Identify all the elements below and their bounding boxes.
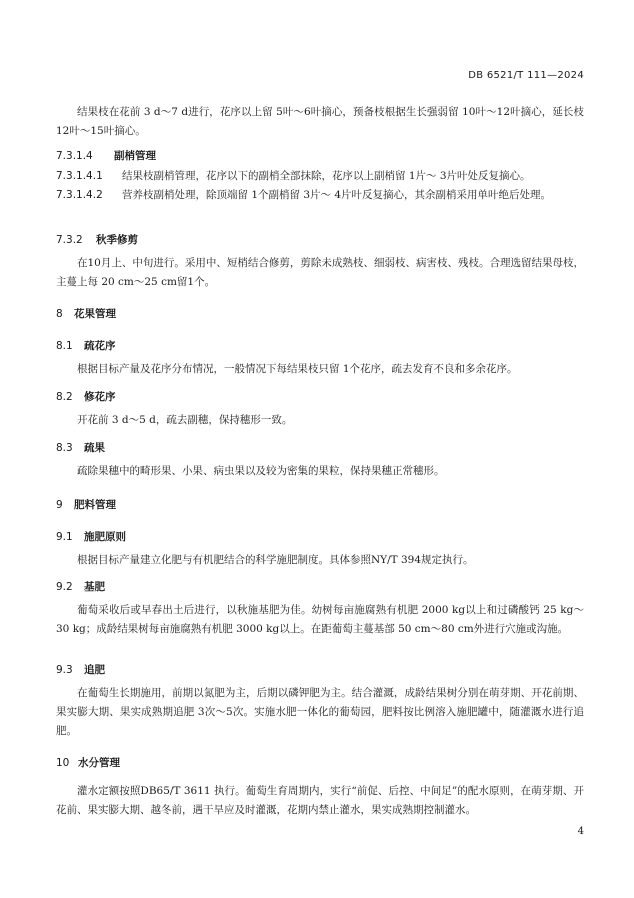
paragraph-8-1: 根据目标产量及花序分布情况，一般情况下每结果枝只留 1个花序，疏去发育不良和多余花序。 <box>77 363 518 375</box>
clause-number: 7.3.1.4.1 <box>56 170 103 182</box>
heading-number: 7.3.2 <box>56 234 83 246</box>
heading-title: 副梢管理 <box>114 150 156 162</box>
heading-number: 8.1 <box>56 340 73 352</box>
heading-title: 肥料管理 <box>74 499 116 511</box>
heading-7-3-1-4 <box>56 148 156 164</box>
heading-number: 7.3.1.4 <box>56 150 93 162</box>
heading-number: 10 <box>56 757 70 769</box>
paragraph-8-3: 疏除果穗中的畸形果、小果、病虫果以及较为密集的果粒，保持果穗正常穗形。 <box>77 465 445 477</box>
heading-8 <box>56 306 116 322</box>
heading-number: 9.3 <box>56 664 73 676</box>
heading-9-3 <box>56 662 105 678</box>
paragraph-8-2: 开花前 3 d～5 d，疏去副穗，保持穗形一致。 <box>77 414 293 426</box>
paragraph-9-3: 在葡萄生长期施用，前期以氮肥为主，后期以磷钾肥为主。结合灌溉，成龄结果树分别在萌芽期、开花前期、果实膨大期、果实成熟期追肥 3次～5次。实施水肥一体化的葡萄园，肥料按比例溶入施肥罐中，随灌溉水进行追肥。 <box>56 687 584 737</box>
paragraph-fruit-branch: 结果枝在花前 3 d～7 d进行，花序以上留 5叶～6叶摘心，预备枝根据生长强弱留 10叶～12叶摘心，延长枝12叶～15叶摘心。 <box>56 106 584 137</box>
heading-7-3-2 <box>56 232 138 248</box>
heading-number: 9.2 <box>56 581 73 593</box>
paragraph-9-2: 葡萄采收后或早春出土后进行，以秋施基肥为佳。幼树每亩施腐熟有机肥 2000 kg以上和过磷酸钙 25 kg～30 kg；成龄结果树每亩施腐熟有机肥 3000 kg以上。在距葡萄主蔓基部 50 cm～80 cm外进行穴施或沟施。 <box>56 604 584 635</box>
heading-9-1 <box>56 529 126 545</box>
heading-number: 9.1 <box>56 531 73 543</box>
clause-7-3-1-4-1 <box>56 167 584 186</box>
page-number: 4 <box>577 826 584 837</box>
paragraph-10: 灌水定额按照DB65/T 3611 执行。葡萄生育周期内，实行“前促、后控、中间足”的配水原则，在萌芽期、开花前、果实膨大期、越冬前，遇干旱应及时灌溉，花期内禁止灌水，果实成熟期控制灌水。 <box>56 785 584 816</box>
clause-text: 营养枝副梢处理，除顶端留 1个副梢留 3片～ 4片叶反复摘心，其余副梢采用单叶绝后处理。 <box>122 189 552 201</box>
heading-title: 水分管理 <box>78 757 120 769</box>
clause-number: 7.3.1.4.2 <box>56 189 103 201</box>
clause-7-3-1-4-2 <box>56 186 584 205</box>
paragraph-autumn-pruning: 在10月上、中旬进行。采用中、短梢结合修剪，剪除未成熟枝、细弱枝、病害枝、残枝。合理选留结果母枝，主蔓上每 20 cm～25 cm留1个。 <box>56 257 584 288</box>
heading-title: 秋季修剪 <box>96 234 138 246</box>
heading-9 <box>56 497 116 513</box>
heading-title: 基肥 <box>84 581 105 593</box>
heading-number: 8.2 <box>56 391 73 403</box>
heading-title: 疏花序 <box>84 340 116 352</box>
heading-title: 花果管理 <box>74 308 116 320</box>
heading-title: 疏果 <box>84 442 105 454</box>
heading-number: 9 <box>56 499 63 511</box>
heading-10 <box>56 755 120 771</box>
heading-number: 8 <box>56 308 63 320</box>
heading-title: 修花序 <box>84 391 116 403</box>
heading-title: 追肥 <box>84 664 105 676</box>
heading-number: 8.3 <box>56 442 73 454</box>
heading-8-3 <box>56 440 105 456</box>
paragraph-9-1: 根据目标产量建立化肥与有机肥结合的科学施肥制度。具体参照NY/T 394规定执行。 <box>77 554 474 566</box>
document-code: DB 6521/T 111—2024 <box>468 70 584 81</box>
heading-8-1 <box>56 338 116 354</box>
heading-title: 施肥原则 <box>84 531 126 543</box>
heading-9-2 <box>56 579 105 595</box>
clause-text: 结果枝副梢管理，花序以下的副梢全部抹除，花序以上副梢留 1片～ 3片叶处反复摘心。 <box>122 170 531 182</box>
heading-8-2 <box>56 389 116 405</box>
